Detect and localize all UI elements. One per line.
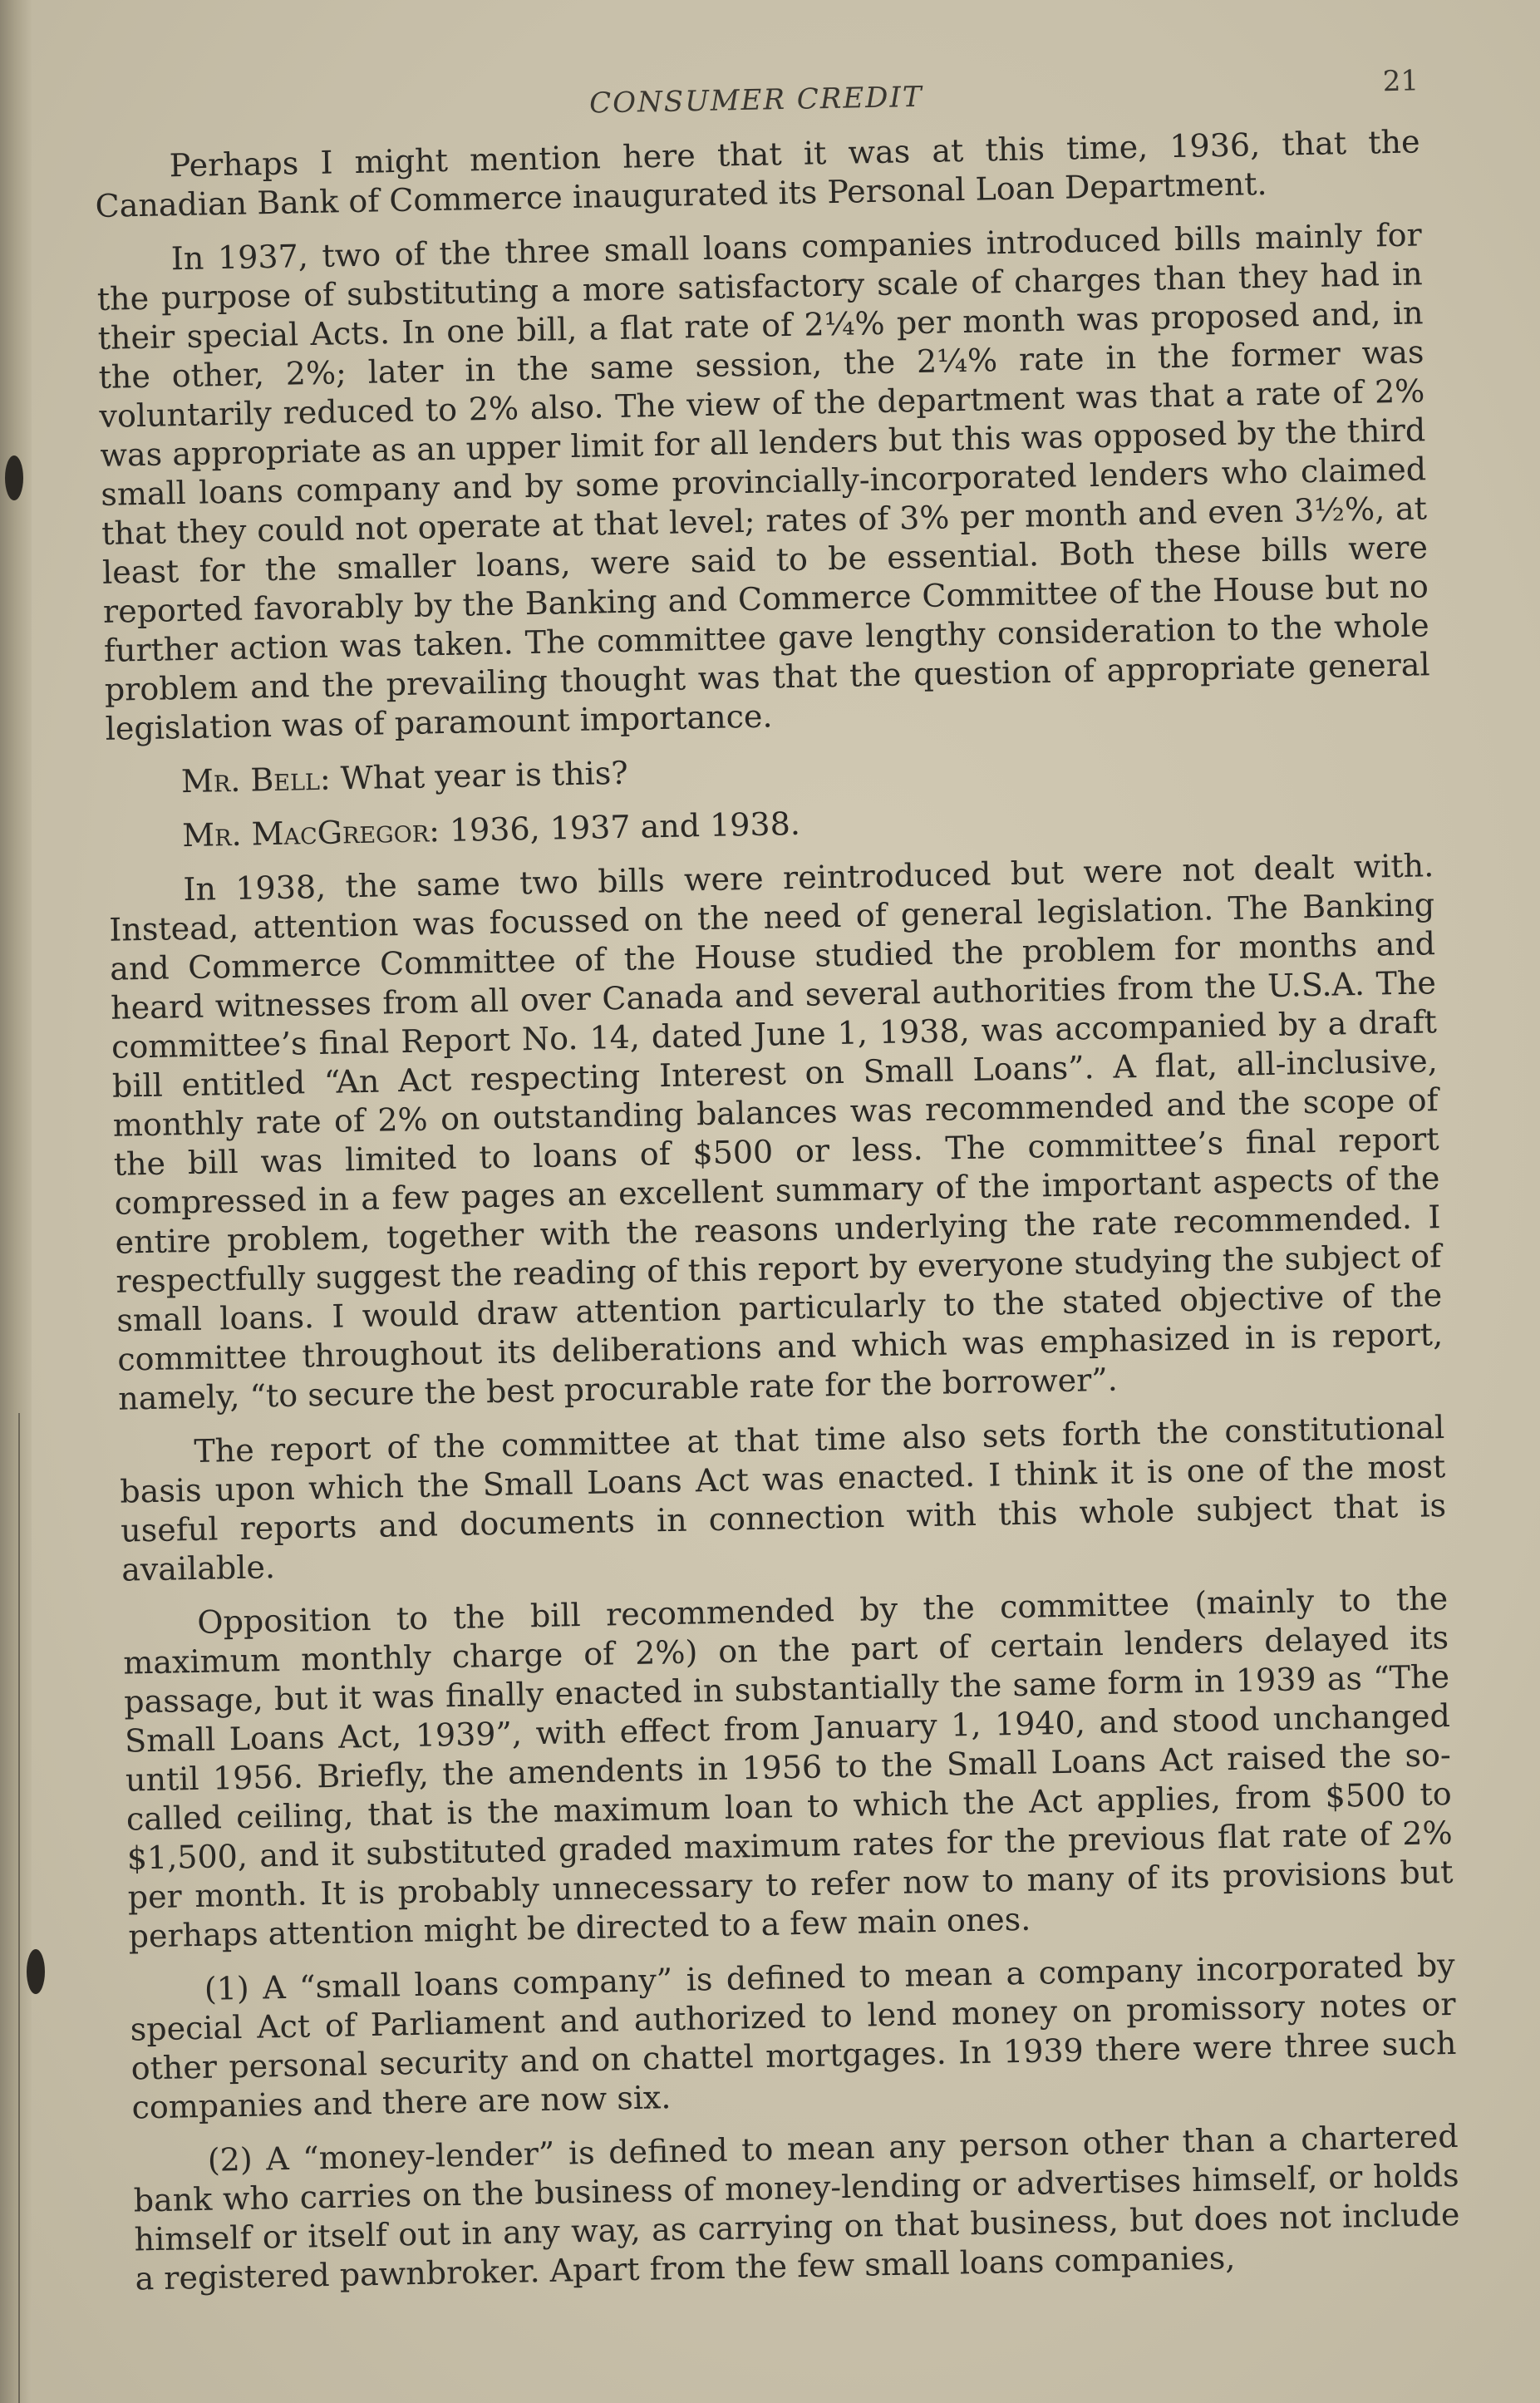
paragraph: In 1937, two of the three small loans companies introduced bills mainly for the purpose of substituting a more satisfactory scale of charges than they had in their special Acts. In one bill, a flat rate of 2¼% per month was proposed and, in the other, 2%; later in the same session, the 2¼% rate in the former was voluntarily reduced to 2% also. The view of the department was that a rate of 2% was appropriate as an upper limit for all lenders but this was opposed by the third small loans company and by some provincially-incorporated lenders who claimed that they could not operate at that level; rates of 3% per month and even 3½%, at least for the smaller loans, were said to be essential. Both these bills were reported favorably by the Banking and Commerce Committee of the House but no further action was taken. The committee gave lengthy consideration to the whole problem and the prevailing thought was that the question of appropriate general legislation was of paramount importance. <box>96 216 1430 747</box>
speaker-name: Mr. MacGregor: <box>181 812 440 854</box>
speaker-name: Mr. Bell: <box>180 760 332 800</box>
page-number: 21 <box>1382 64 1419 99</box>
paragraph: Perhaps I might mention here that it was at this time, 1936, that the Canadian Bank of Commerce inaugurated its Personal Loan Department. <box>95 123 1420 224</box>
punch-hole <box>5 455 23 500</box>
dialogue-text: 1936, 1937 and 1938. <box>439 805 801 849</box>
paragraph: Opposition to the bill recommended by the committee (mainly to the maximum monthly charge of 2%) on the part of certain lenders delayed its passage, but it was finally enacted in substantially the same form in 1939 as “The Small Loans Act, 1939”, with effect from January 1, 1940, and stood unchanged until 1956. Briefly, the amendents in 1956 to the Small Loans Act raised the so-called ceiling, that is the maximum loan to which the Act applies, from $500 to $1,500, and it substituted graded maximum rates for the previous flat rate of 2% per month. It is probably unnecessary to refer now to many of its provisions but perhaps attention might be directed to a few main ones. <box>122 1580 1454 1955</box>
spine-line <box>18 1413 20 2403</box>
paragraph: The report of the committee at that time also sets forth the constitutional basis upon which the Small Loans Act was enacted. I think it is one of the most useful reports and documents in connection with this whole subject that is available. <box>119 1409 1447 1588</box>
paragraph: In 1938, the same two bills were reintroduced but were not dealt with. Instead, attention was focussed on the need of general legislation. The Banking and Commerce Committee of the House studied the problem for months and heard witnesses from all over Canada and several authorities from the U.S.A. The committee’s final Report No. 14, dated June 1, 1938, was accompanied by a draft bill entitled “An Act respecting Interest on Small Loans”. A flat, all-inclusive, monthly rate of 2% on outstanding balances was recommended and the scope of the bill was limited to loans of $500 or less. The committee’s final report compressed in a few pages an excellent summary of the important aspects of the entire problem, together with the reasons underlying the rate recommended. I respectfully suggest the reading of this report by everyone studying the subject of small loans. I would draw attention particularly to the stated objective of the committee throughout its deliberations and which was emphasized in is report, namely, “to secure the best procurable rate for the borrower”. <box>108 847 1444 1417</box>
dialogue-line <box>181 738 1433 801</box>
paragraph: (1) A “small loans company” is defined to mean a company incorporated by special Act of Parliament and authorized to lend money on promissory notes or other personal security and on chattel mortgages. In 1939 there were three such companies and there are now six. <box>130 1946 1457 2126</box>
dialogue-text: What year is this? <box>330 754 629 797</box>
running-title: CONSUMER CREDIT <box>588 80 923 121</box>
page-content <box>93 64 1461 2313</box>
paragraph: (2) A “money-lender” is defined to mean any person other than a chartered bank who carries on the business of money-lending or advertises himself, or holds himself or itself out in any way, as carrying on that business, but does not include a registered pawnbroker. Apart from the few small loans companies, <box>133 2117 1460 2297</box>
punch-hole <box>27 1949 45 1994</box>
dialogue-line <box>182 792 1434 855</box>
binding-edge <box>0 0 32 2403</box>
